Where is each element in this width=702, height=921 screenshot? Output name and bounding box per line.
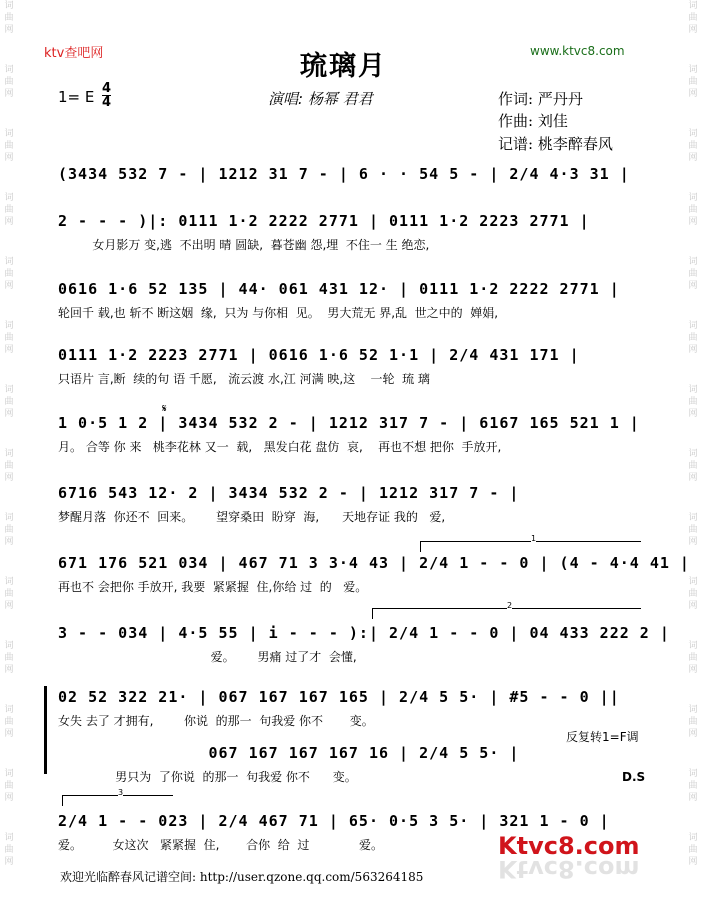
transcriber: 记谱: 桃李醉春风 xyxy=(498,135,613,153)
score-notes: 0111 1·2 2223 2771 | 0616 1·6 52 1·1 | 2/4 431 171 | xyxy=(58,346,580,364)
watermark-text: 词 曲 网 xyxy=(4,385,14,419)
volta-number: 3 xyxy=(118,788,124,797)
logo-reflection: Ktvc8.com xyxy=(498,855,640,883)
watermark-text: 词 曲 网 xyxy=(4,257,14,291)
score-notes: 1 0·5 1 2 | 3434 532 2 - | 1212 317 7 - | 6167 165 521 1 | xyxy=(58,414,640,432)
watermark-text: 词 曲 网 xyxy=(4,129,14,163)
watermark-text: 词 曲 网 xyxy=(688,129,698,163)
score-notes: 2 - - - )|: 0111 1·2 2222 2771 | 0111 1·2 2223 2771 | xyxy=(58,212,590,230)
watermark-text: 词 曲 网 xyxy=(688,321,698,355)
score-lyrics: 月。 合等 你 来 桃李花林 又一 载, 黑发白花 盘仿 哀, 再也不想 把你 手放开, xyxy=(58,440,502,454)
key-signature: 1= E xyxy=(58,88,95,106)
watermark-left xyxy=(2,0,16,896)
time-signature-top: 4 xyxy=(102,81,112,96)
score-row xyxy=(58,165,648,205)
score-row xyxy=(58,688,648,728)
watermark-text: 词 曲 网 xyxy=(4,1,14,35)
score-row xyxy=(58,280,648,320)
ds-marking: D.S xyxy=(622,770,646,784)
watermark-text: 词 曲 网 xyxy=(688,385,698,419)
time-signature-bottom: 4 xyxy=(102,95,112,110)
watermark-text: 词 曲 网 xyxy=(4,769,14,803)
score-row xyxy=(58,212,648,252)
volta-bracket-3 xyxy=(62,788,173,806)
watermark-text: 词 曲 网 xyxy=(688,1,698,35)
score-row xyxy=(58,414,648,454)
watermark-text: 词 曲 网 xyxy=(688,449,698,483)
time-signature xyxy=(102,82,111,109)
watermark-text: 词 曲 网 xyxy=(688,641,698,675)
watermark-text: 词 曲 网 xyxy=(4,193,14,227)
watermark-text: 词 曲 网 xyxy=(688,769,698,803)
score-lyrics: 爱。 女这次 紧紧握 住, 合你 给 过 爱。 xyxy=(58,838,383,852)
volta-bracket-2 xyxy=(372,601,641,619)
score-notes: 671 176 521 034 | 467 71 3 3·4 43 | 2/4 1 - - 0 | (4 - 4·4 41 | xyxy=(58,554,690,572)
watermark-text: 词 曲 网 xyxy=(4,65,14,99)
score-lyrics: 再也不 会把你 手放开, 我要 紧紧握 住,你给 过 的 爱。 xyxy=(58,580,368,594)
volta-number: 2 xyxy=(507,601,513,610)
watermark-text: 词 曲 网 xyxy=(4,449,14,483)
score-notes: 6716 543 12· 2 | 3434 532 2 - | 1212 317 7 - | xyxy=(58,484,520,502)
watermark-text: 词 曲 网 xyxy=(4,577,14,611)
watermark-text: 词 曲 网 xyxy=(688,257,698,291)
score-lyrics: 梦醒月落 你还不 回来。 望穿桑田 盼穿 海, 天地存证 我的 爱, xyxy=(58,510,446,524)
score-lyrics: 男只为 了你说 的那一 句我爱 你不 变。 xyxy=(58,770,357,784)
footer-text: 欢迎光临醉春风记谱空间: http://user.qzone.qq.com/563264185 xyxy=(60,870,424,884)
logo-text: Ktvc8.com xyxy=(498,832,640,860)
score-row xyxy=(58,484,648,524)
score-lyrics: 女失 去了 才拥有, 你说 的那一 句我爱 你不 变。 xyxy=(58,714,374,728)
score-row xyxy=(58,554,690,594)
score-row xyxy=(58,346,648,386)
watermark-text: 词 曲 网 xyxy=(688,193,698,227)
score-notes: (3434 532 7 - | 1212 31 7 - | 6 · · 54 5 - | 2/4 4·3 31 | xyxy=(58,165,630,183)
site-left-label: ktv查吧网 xyxy=(44,46,104,61)
watermark-text: 词 曲 网 xyxy=(688,577,698,611)
watermark-text: 词 曲 网 xyxy=(4,641,14,675)
score-lyrics: 女月影万 变,逃 不出明 晴 圆缺, 暮苍幽 怨,埋 不住一 生 绝恋, xyxy=(58,238,430,252)
modulation-note: 反复转1=F调 xyxy=(566,730,639,744)
score-notes: 0616 1·6 52 135 | 44· 061 431 12· | 0111 1·2 2222 2771 | xyxy=(58,280,620,298)
composer: 作曲: 刘佳 xyxy=(498,112,568,130)
lyricist: 作词: 严丹丹 xyxy=(498,90,583,108)
volta-bracket-1 xyxy=(420,534,641,552)
score-row xyxy=(58,624,670,664)
volta-number: 1 xyxy=(531,534,537,543)
segno-mark: 𝄋 xyxy=(162,402,167,415)
system-bracket xyxy=(44,686,47,774)
score-notes: 02 52 322 21· | 067 167 167 165 | 2/4 5 5· | #5 - - 0 || xyxy=(58,688,620,706)
watermark-text: 词 曲 网 xyxy=(4,833,14,867)
site-logo xyxy=(498,832,648,892)
score-lyrics: 爱。 男痛 过了才 会懂, xyxy=(58,650,357,664)
watermark-text: 词 曲 网 xyxy=(4,513,14,547)
score-notes: 2/4 1 - - 023 | 2/4 467 71 | 65· 0·5 3 5· | 321 1 - 0 | xyxy=(58,812,610,830)
watermark-text: 词 曲 网 xyxy=(688,65,698,99)
watermark-text: 词 曲 网 xyxy=(688,833,698,867)
site-right-label: www.ktvc8.com xyxy=(530,44,625,58)
score-notes: 067 167 167 167 16 | 2/4 5 5· | xyxy=(58,744,520,762)
watermark-text: 词 曲 网 xyxy=(4,705,14,739)
watermark-right xyxy=(686,0,700,896)
score-lyrics: 只语片 言,断 续的句 语 千愿, 流云渡 水,江 河满 映,这 一轮 琉 璃 xyxy=(58,372,430,386)
watermark-text: 词 曲 网 xyxy=(4,321,14,355)
watermark-text: 词 曲 网 xyxy=(688,513,698,547)
score-lyrics: 轮回千 载,也 斩不 断这姻 缘, 只为 与你相 见。 男大荒无 界,乱 世之中的 婵娟, xyxy=(58,306,499,320)
singers: 演唱: 杨幂 君君 xyxy=(268,90,373,108)
song-title: 琉璃月 xyxy=(300,51,387,82)
score-row xyxy=(58,744,648,784)
score-notes: 3 - - 034 | 4·5 55 | i - - - ):| 2/4 1 - - 0 | 04 433 222 2 | xyxy=(58,624,670,642)
watermark-text: 词 曲 网 xyxy=(688,705,698,739)
